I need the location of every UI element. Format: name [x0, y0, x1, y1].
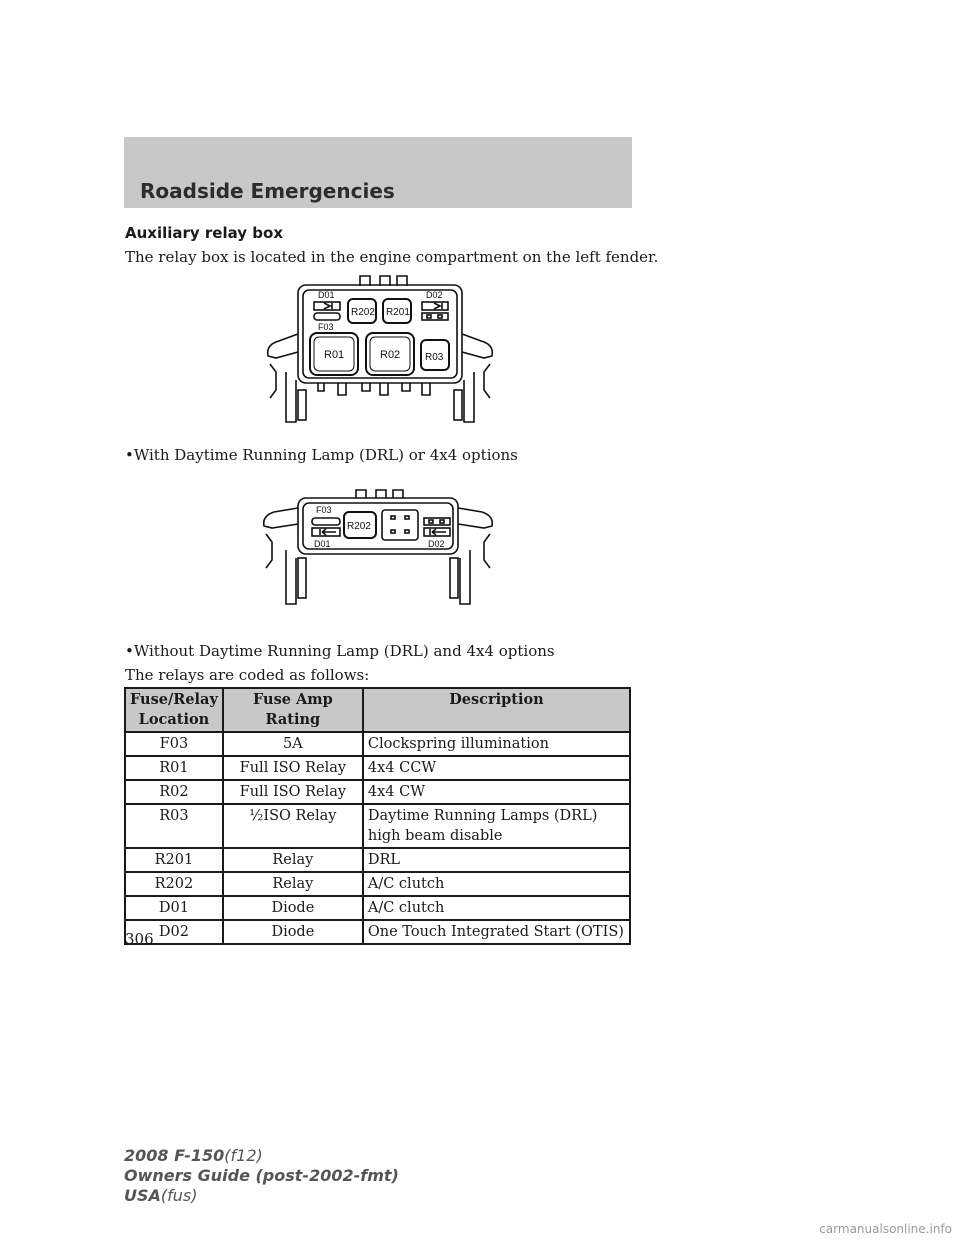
cell-rating: ½ISO Relay: [223, 804, 363, 848]
relay-box-diagram-full: [262, 272, 498, 436]
table-row: [125, 732, 630, 756]
label-r202-basic: R202: [347, 521, 371, 532]
label-f03: F03: [318, 322, 334, 332]
cell-rating: Relay: [223, 848, 363, 872]
cell-description: A/C clutch: [363, 872, 630, 896]
cell-description: Clockspring illumination: [363, 732, 630, 756]
cell-rating: Full ISO Relay: [223, 756, 363, 780]
page-number: 306: [125, 930, 154, 948]
cell-rating: Diode: [223, 920, 363, 944]
table-header-row: [125, 688, 630, 732]
table-intro: The relays are coded as follows:: [125, 666, 370, 684]
cell-description: 4x4 CW: [363, 780, 630, 804]
diagram1-caption: •With Daytime Running Lamp (DRL) or 4x4 options: [125, 446, 518, 464]
cell-description: Daytime Running Lamps (DRL) high beam disable: [363, 804, 630, 848]
cell-location: R202: [125, 872, 223, 896]
label-r02: R02: [380, 349, 401, 361]
table-row: [125, 804, 630, 848]
cell-description: One Touch Integrated Start (OTIS): [363, 920, 630, 944]
cell-location: D02: [125, 920, 223, 944]
header-description: Description: [363, 688, 630, 732]
cell-description: A/C clutch: [363, 896, 630, 920]
cell-location: D01: [125, 896, 223, 920]
label-d01-basic: D01: [314, 539, 331, 549]
cell-location: F03: [125, 732, 223, 756]
cell-location: R03: [125, 804, 223, 848]
diagram2-caption: •Without Daytime Running Lamp (DRL) and 4x4 options: [125, 642, 555, 660]
table-row: [125, 872, 630, 896]
cell-rating: Diode: [223, 896, 363, 920]
label-r201: R201: [386, 307, 410, 318]
table-row: [125, 920, 630, 944]
label-d02: D02: [426, 290, 443, 300]
section-title: Auxiliary relay box: [125, 224, 283, 242]
cell-rating: Full ISO Relay: [223, 780, 363, 804]
cell-description: 4x4 CCW: [363, 756, 630, 780]
label-r202: R202: [351, 307, 375, 318]
table-row: [125, 848, 630, 872]
table-row: [125, 780, 630, 804]
label-f03-basic: F03: [316, 505, 332, 515]
watermark-text: carmanualsonline.info: [819, 1222, 952, 1236]
cell-location: R01: [125, 756, 223, 780]
cell-rating: Relay: [223, 872, 363, 896]
label-r03: R03: [425, 352, 444, 363]
cell-rating: 5A: [223, 732, 363, 756]
header-location: Fuse/Relay Location: [125, 688, 223, 732]
label-r01: R01: [324, 349, 345, 361]
cell-location: R201: [125, 848, 223, 872]
intro-paragraph: The relay box is located in the engine compartment on the left fender.: [125, 248, 659, 266]
cell-description: DRL: [363, 848, 630, 872]
table-row: [125, 756, 630, 780]
relay-code-table: [124, 687, 631, 945]
document-footer: 2008 F-150(f12) Owners Guide (post-2002-fmt) USA(fus): [124, 1146, 399, 1205]
cell-location: R02: [125, 780, 223, 804]
section-header-bar: [124, 137, 632, 208]
header-rating: Fuse Amp Rating: [223, 688, 363, 732]
relay-box-diagram-basic: [258, 488, 498, 612]
label-d02-basic: D02: [428, 539, 445, 549]
table-row: [125, 896, 630, 920]
label-d01: D01: [318, 290, 335, 300]
page-header-title: Roadside Emergencies: [140, 179, 395, 203]
